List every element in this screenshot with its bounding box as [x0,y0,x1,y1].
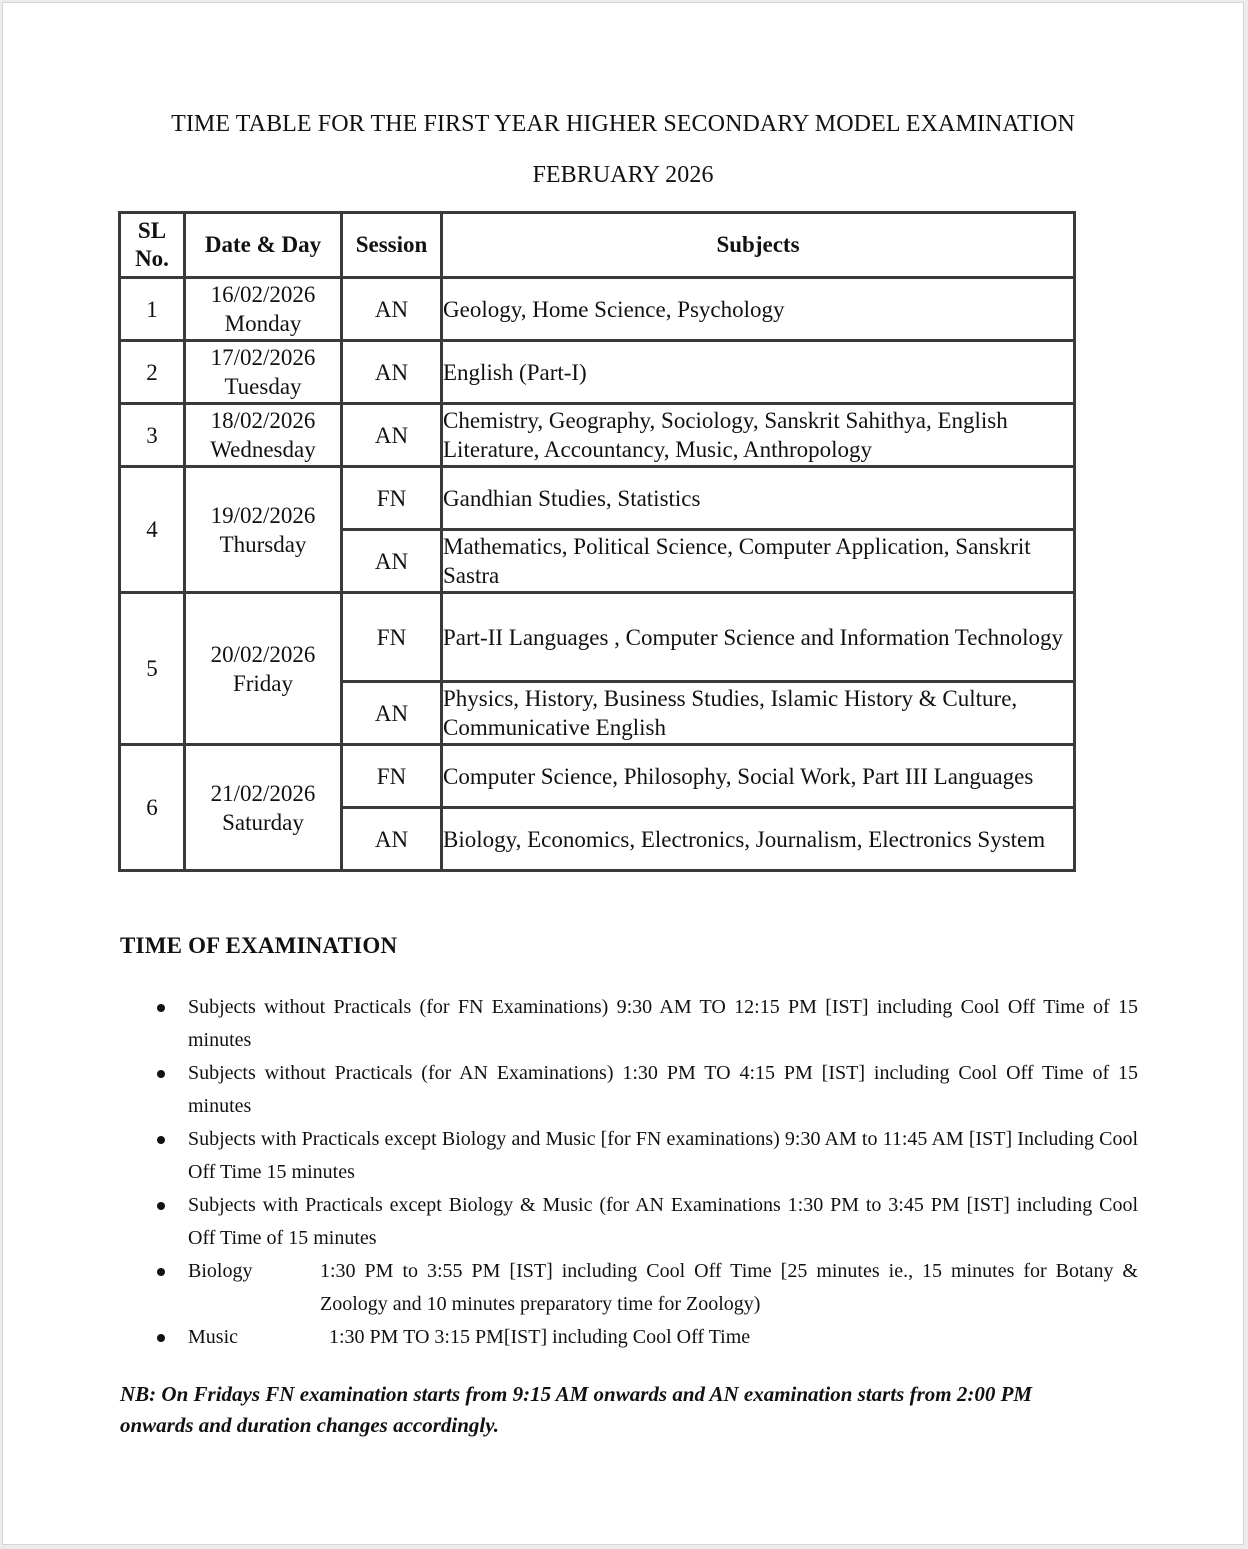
note-text: NB: On Fridays FN examination starts from 9:15 AM onwards and AN examination starts from 2:00 PM onwards and duration changes accordingly. [120,1382,1033,1437]
date-text: 18/02/2026 [210,408,316,433]
cell-session: AN [342,278,442,341]
biology-text: 1:30 PM to 3:55 PM [IST] including Cool Off Time [25 minutes ie., 15 minutes for Botany & Zoology and 10 minutes preparatory time for Zoology) [320,1260,1138,1315]
cell-session: AN [342,404,442,467]
time-of-examination-heading: TIME OF EXAMINATION [120,933,398,958]
bullet-icon [157,1202,165,1210]
cell-subjects: Computer Science, Philosophy, Social Work, Part III Languages [442,745,1075,808]
list-item-text: Subjects with Practicals except Biology & Music (for AN Examinations 1:30 PM to 3:45 PM [IST] including Cool Off Time of 15 minutes [188,1194,1138,1249]
list-item-biology [153,1255,1138,1321]
cell-subjects: English (Part-I) [442,341,1075,404]
cell-subjects: Physics, History, Business Studies, Islamic History & Culture, Communicative English [442,682,1075,745]
cell-subjects: Geology, Home Science, Psychology [442,278,1075,341]
cell-date [185,278,342,341]
day-text: Friday [232,670,294,696]
biology-row [188,1255,1138,1321]
cell-date [185,341,342,404]
day-text: Saturday [222,809,304,835]
header-sl-line2: No. [135,246,169,271]
music-label: Music [188,1326,238,1348]
cell-date [185,467,342,593]
list-item-music [153,1321,1138,1354]
table-row [120,404,1075,467]
list-item [153,991,1138,1057]
date-text: 17/02/2026 [210,345,316,370]
list-item-text: Subjects without Practicals (for AN Examinations) 1:30 PM TO 4:15 PM [IST] including Cool Off Time of 15 minutes [188,1062,1138,1117]
table-row [120,467,1075,530]
header-date-day: Date & Day [185,213,342,278]
header-session: Session [342,213,442,278]
list-item-text: Subjects with Practicals except Biology and Music [for FN examinations) 9:30 AM to 11:45 AM [IST] Including Cool Off Time 15 minutes [188,1128,1138,1183]
cell-sl: 2 [120,341,185,404]
table-header-row [120,213,1075,278]
cell-date [185,593,342,745]
cell-session: FN [342,745,442,808]
cell-subjects: Chemistry, Geography, Sociology, Sanskrit Sahithya, English Literature, Accountancy, Music, Anthropology [442,404,1075,467]
exam-time-list [153,991,1138,1354]
timetable [118,211,1076,872]
day-text: Monday [224,311,302,336]
document-subtitle: FEBRUARY 2026 [532,162,714,188]
cell-session: AN [342,530,442,593]
cell-date [185,745,342,871]
header-subjects: Subjects [442,213,1075,278]
header-sl-line1: SL [137,218,167,243]
bullet-icon [157,1268,165,1276]
cell-session: AN [342,808,442,871]
date-text: 16/02/2026 [210,282,316,307]
document-page [2,2,1244,1545]
date-text: 19/02/2026 [210,502,316,528]
cell-session: AN [342,682,442,745]
cell-sl: 1 [120,278,185,341]
list-item [153,1123,1138,1189]
date-text: 20/02/2026 [210,641,316,667]
music-text: 1:30 PM TO 3:15 PM[IST] including Cool Off Time [329,1326,751,1348]
cell-subjects: Mathematics, Political Science, Computer Application, Sanskrit Sastra [442,530,1075,593]
bullet-icon [157,1004,165,1012]
day-text: Thursday [219,531,307,557]
music-row [188,1321,1138,1354]
day-text: Wednesday [210,437,316,462]
cell-sl: 3 [120,404,185,467]
cell-subjects: Gandhian Studies, Statistics [442,467,1075,530]
cell-sl: 5 [120,593,185,745]
day-text: Tuesday [224,374,302,399]
bullet-icon [157,1334,165,1342]
cell-date [185,404,342,467]
table-row [120,341,1075,404]
cell-subjects: Part-II Languages , Computer Science and Information Technology [442,593,1075,682]
header-sl-no [120,213,185,278]
cell-sl: 4 [120,467,185,593]
cell-session: FN [342,593,442,682]
biology-label: Biology [188,1260,253,1282]
table-row [120,745,1075,808]
table-row [120,593,1075,682]
bullet-icon [157,1136,165,1144]
list-item-text: Subjects without Practicals (for FN Examinations) 9:30 AM TO 12:15 PM [IST] including Cool Off Time of 15 minutes [188,996,1138,1051]
date-text: 21/02/2026 [210,780,316,806]
list-item [153,1189,1138,1255]
list-item [153,1057,1138,1123]
cell-session: FN [342,467,442,530]
document-title: TIME TABLE FOR THE FIRST YEAR HIGHER SECONDARY MODEL EXAMINATION [171,111,1075,137]
cell-sl: 6 [120,745,185,871]
table-row [120,278,1075,341]
cell-subjects: Biology, Economics, Electronics, Journalism, Electronics System [442,808,1075,871]
cell-session: AN [342,341,442,404]
bullet-icon [157,1070,165,1078]
